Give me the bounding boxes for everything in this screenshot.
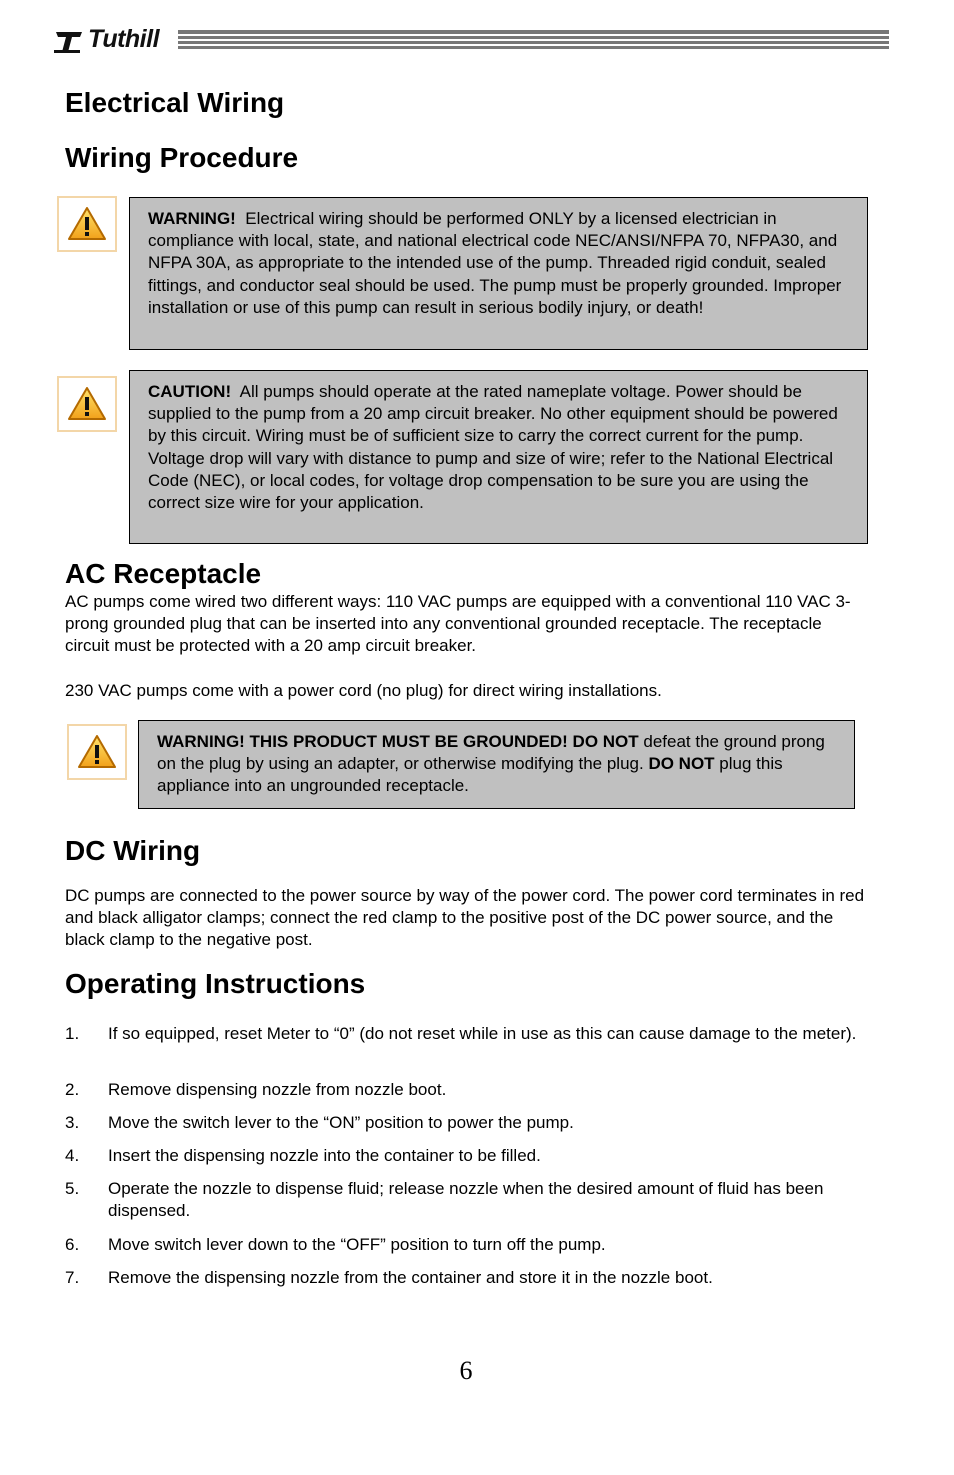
list-item-number: 3. bbox=[65, 1113, 80, 1132]
list-item-number: 7. bbox=[65, 1268, 80, 1287]
warning-triangle-icon bbox=[67, 386, 107, 422]
brand-logo bbox=[54, 26, 166, 56]
ground-warning-label-2: DO NOT bbox=[648, 754, 715, 774]
caution-text: All pumps should operate at the rated nameplate voltage. Power should be supplied to the pump from a 20 amp circuit breaker. No other equipment should be powered by this circuit. Wiring must be of sufficient size to carry the correct current for the pump. Voltage drop will vary with distance to pump and size of wire; refer to the National Electrical Code (NEC), or local codes, for voltage drop compensation to be sure you are using the correct size wire for your application. bbox=[148, 382, 838, 513]
caution-notice bbox=[129, 370, 868, 544]
warning-label: WARNING! bbox=[148, 209, 236, 228]
list-item-text: Remove dispensing nozzle from nozzle boot. bbox=[108, 1080, 447, 1099]
warning-icon-box bbox=[57, 196, 117, 252]
ground-warning-notice bbox=[138, 720, 855, 809]
heading-electrical-wiring: Electrical Wiring bbox=[65, 87, 285, 118]
tuthill-logo-icon bbox=[54, 28, 84, 54]
list-item-number: 4. bbox=[65, 1146, 80, 1165]
caution-label: CAUTION! bbox=[148, 382, 232, 401]
heading-ac-receptacle: AC Receptacle bbox=[65, 558, 262, 589]
list-item-number: 6. bbox=[65, 1235, 80, 1254]
heading-dc-wiring: DC Wiring bbox=[65, 835, 201, 866]
list-item-text: Insert the dispensing nozzle into the container to be filled. bbox=[108, 1146, 541, 1165]
dc-paragraph: DC pumps are connected to the power source by way of the power cord. The power cord terminates in red and black alligator clamps; connect the red clamp to the positive post of the DC power source, and the black clamp to the negative post. bbox=[65, 886, 865, 949]
ac-paragraph-1: AC pumps come wired two different ways: 110 VAC pumps are equipped with a conventional 110 VAC 3-prong grounded plug that can be inserted into any conventional grounded receptacle. The receptacle circuit must be protected with a 20 amp circuit breaker. bbox=[65, 592, 851, 655]
heading-wiring-procedure: Wiring Procedure bbox=[65, 142, 299, 173]
ground-warning-text-2: plug this appliance into an ungrounded receptacle. bbox=[157, 754, 783, 796]
heading-operating-instructions: Operating Instructions bbox=[65, 968, 366, 999]
list-item-number: 1. bbox=[65, 1024, 80, 1043]
list-item-text: If so equipped, reset Meter to “0” (do not reset while in use as this can cause damage to the meter). bbox=[108, 1024, 857, 1043]
list-item-text: Move the switch lever to the “ON” position to power the pump. bbox=[108, 1113, 574, 1132]
ground-warning-label: WARNING! THIS PRODUCT MUST BE GROUNDED! DO NOT bbox=[157, 732, 639, 751]
warning-notice bbox=[129, 197, 868, 350]
header-rule bbox=[178, 30, 889, 49]
list-item-number: 2. bbox=[65, 1080, 80, 1099]
list-item-number: 5. bbox=[65, 1179, 80, 1198]
caution-icon-box bbox=[57, 376, 117, 432]
list-item-text: Move switch lever down to the “OFF” position to turn off the pump. bbox=[108, 1235, 606, 1254]
ground-warning-icon-box bbox=[67, 724, 127, 780]
list-item-text: Remove the dispensing nozzle from the container and store it in the nozzle boot. bbox=[108, 1268, 713, 1287]
warning-triangle-icon bbox=[67, 206, 107, 242]
ac-paragraph-2: 230 VAC pumps come with a power cord (no plug) for direct wiring installations. bbox=[65, 681, 662, 700]
page-number: 6 bbox=[459, 1356, 473, 1385]
brand-name: Tuthill bbox=[88, 25, 160, 53]
warning-text: Electrical wiring should be performed ONLY by a licensed electrician in compliance with local, state, and national electrical code NEC/ANSI/NFPA 70, NFPA30, and NFPA 30A, as appropriate to the intended use of the pump. Threaded rigid conduit, sealed fittings, and conductor seal should be used. The pump must be properly grounded. Improper installation or use of this pump can result in serious bodily injury, or death! bbox=[148, 209, 842, 317]
list-item-text: Operate the nozzle to dispense fluid; release nozzle when the desired amount of fluid has been dispensed. bbox=[108, 1179, 824, 1220]
ground-warning-text-1: defeat the ground prong on the plug by using an adapter, or otherwise modifying the plug. bbox=[157, 732, 825, 774]
warning-triangle-icon bbox=[77, 734, 117, 770]
